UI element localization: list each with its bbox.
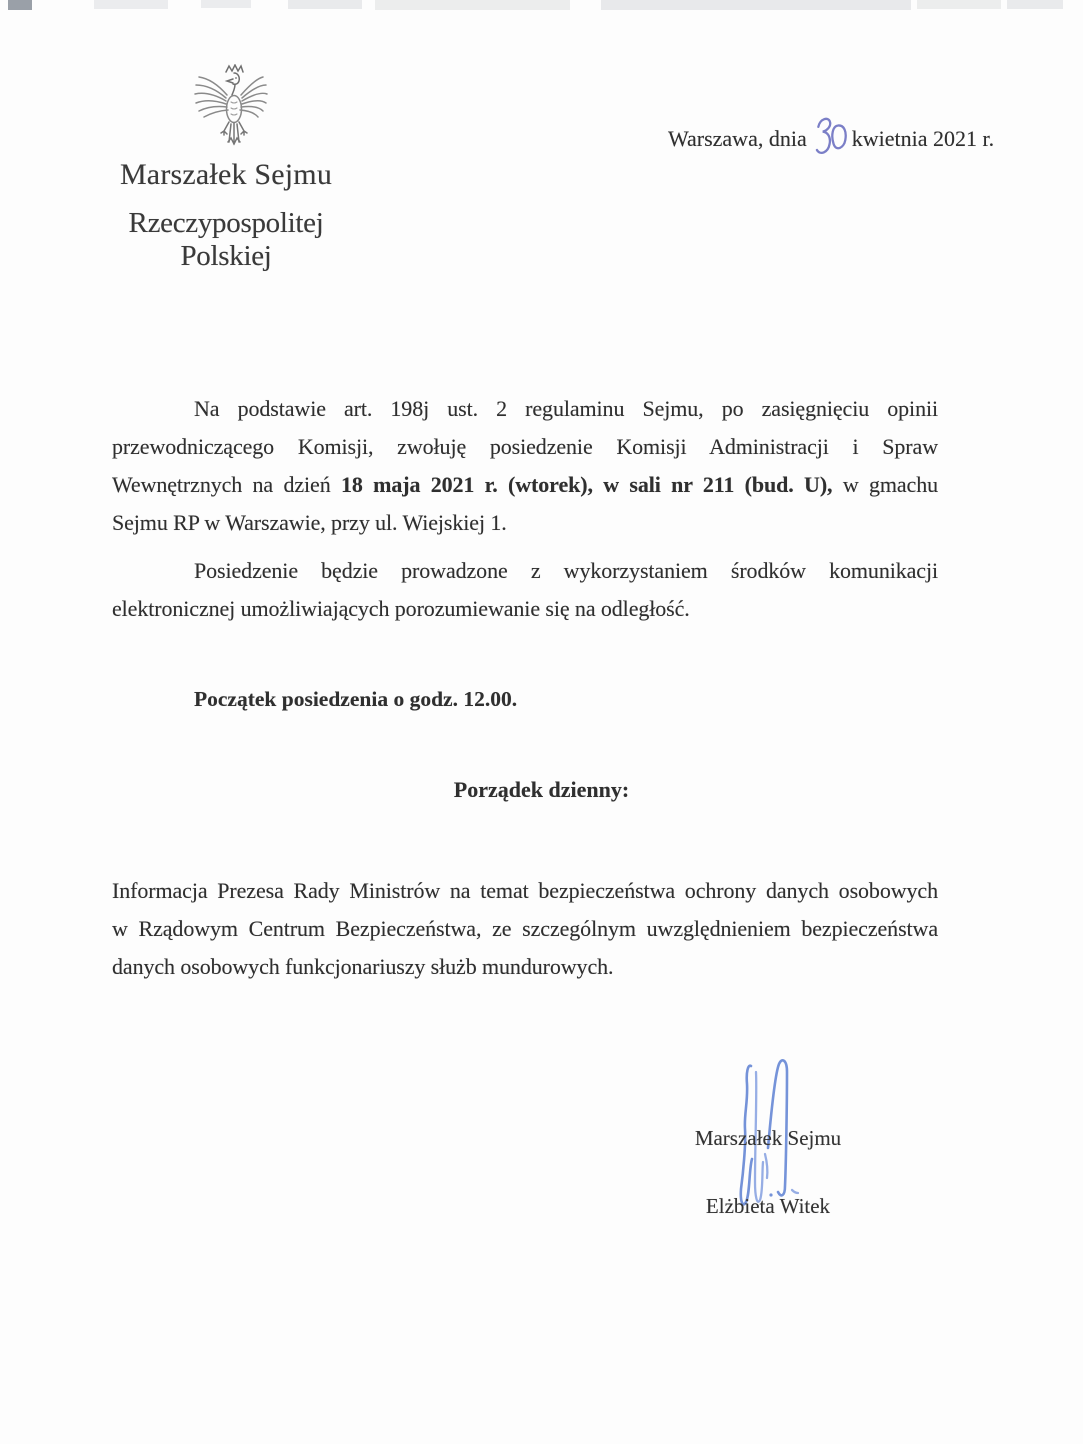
line3-bold-meeting-date: 18 maja 2021 r. (wtorek), w sali nr 211 (bud. U), bbox=[340, 472, 833, 497]
dateline bbox=[668, 114, 994, 158]
paragraph-line: przewodniczącego Komisji, zwołuję posiedzenie Komisji Administracji i Spraw bbox=[112, 434, 938, 459]
signature-block bbox=[640, 1126, 896, 1219]
paragraph-line: Posiedzenie będzie prowadzone z wykorzystaniem środków komunikacji bbox=[194, 558, 938, 583]
line3-normal-text: Wewnętrznych na dzień bbox=[112, 472, 331, 497]
paragraph-line: elektronicznej umożliwiających porozumiewanie się na odległość. bbox=[112, 596, 690, 621]
start-time-line: Początek posiedzenia o godz. 12.00. bbox=[194, 687, 518, 711]
sender-block bbox=[80, 158, 372, 273]
paragraph-line: danych osobowych funkcjonariuszy służb mundurowych. bbox=[112, 954, 614, 979]
dateline-suffix: kwietnia 2021 r. bbox=[851, 126, 995, 151]
paragraph-line: Informacja Prezesa Rady Ministrów na temat bezpieczeństwa ochrony danych osobowych bbox=[112, 878, 938, 903]
paragraph-line bbox=[112, 466, 938, 504]
paragraph-line: w Rządowym Centrum Bezpieczeństwa, ze szczególnym uwzględnieniem bezpieczeństwa bbox=[112, 916, 938, 941]
sender-subtitle: Rzeczypospolitej Polskiej bbox=[128, 207, 324, 272]
scan-artifact bbox=[601, 0, 911, 10]
paragraph-line: Na podstawie art. 198j ust. 2 regulaminu Sejmu, po zasięgnięciu opinii bbox=[194, 396, 938, 421]
dateline-prefix: Warszawa, dnia bbox=[668, 126, 807, 151]
eagle-emblem-icon bbox=[193, 64, 269, 154]
agenda-paragraph bbox=[112, 872, 938, 986]
paragraph-1 bbox=[112, 390, 938, 542]
scan-artifact bbox=[1007, 0, 1063, 9]
sender-title: Marszałek Sejmu bbox=[119, 158, 333, 191]
signature-name: Elżbieta Witek bbox=[705, 1194, 831, 1218]
scan-artifact bbox=[94, 0, 168, 9]
scan-artifact bbox=[201, 0, 251, 8]
agenda-heading: Porządek dzienny: bbox=[453, 777, 630, 802]
handwritten-day-30 bbox=[809, 113, 852, 160]
signature-title: Marszałek Sejmu bbox=[694, 1126, 842, 1150]
scan-artifact bbox=[375, 0, 570, 10]
paragraph-2 bbox=[112, 552, 938, 628]
scan-artifact bbox=[8, 0, 32, 10]
line3-normal-text: w gmachu bbox=[842, 472, 939, 497]
scan-artifact bbox=[288, 0, 362, 9]
scan-artifact bbox=[917, 0, 1001, 9]
paragraph-line: Sejmu RP w Warszawie, przy ul. Wiejskiej 1. bbox=[112, 510, 507, 535]
